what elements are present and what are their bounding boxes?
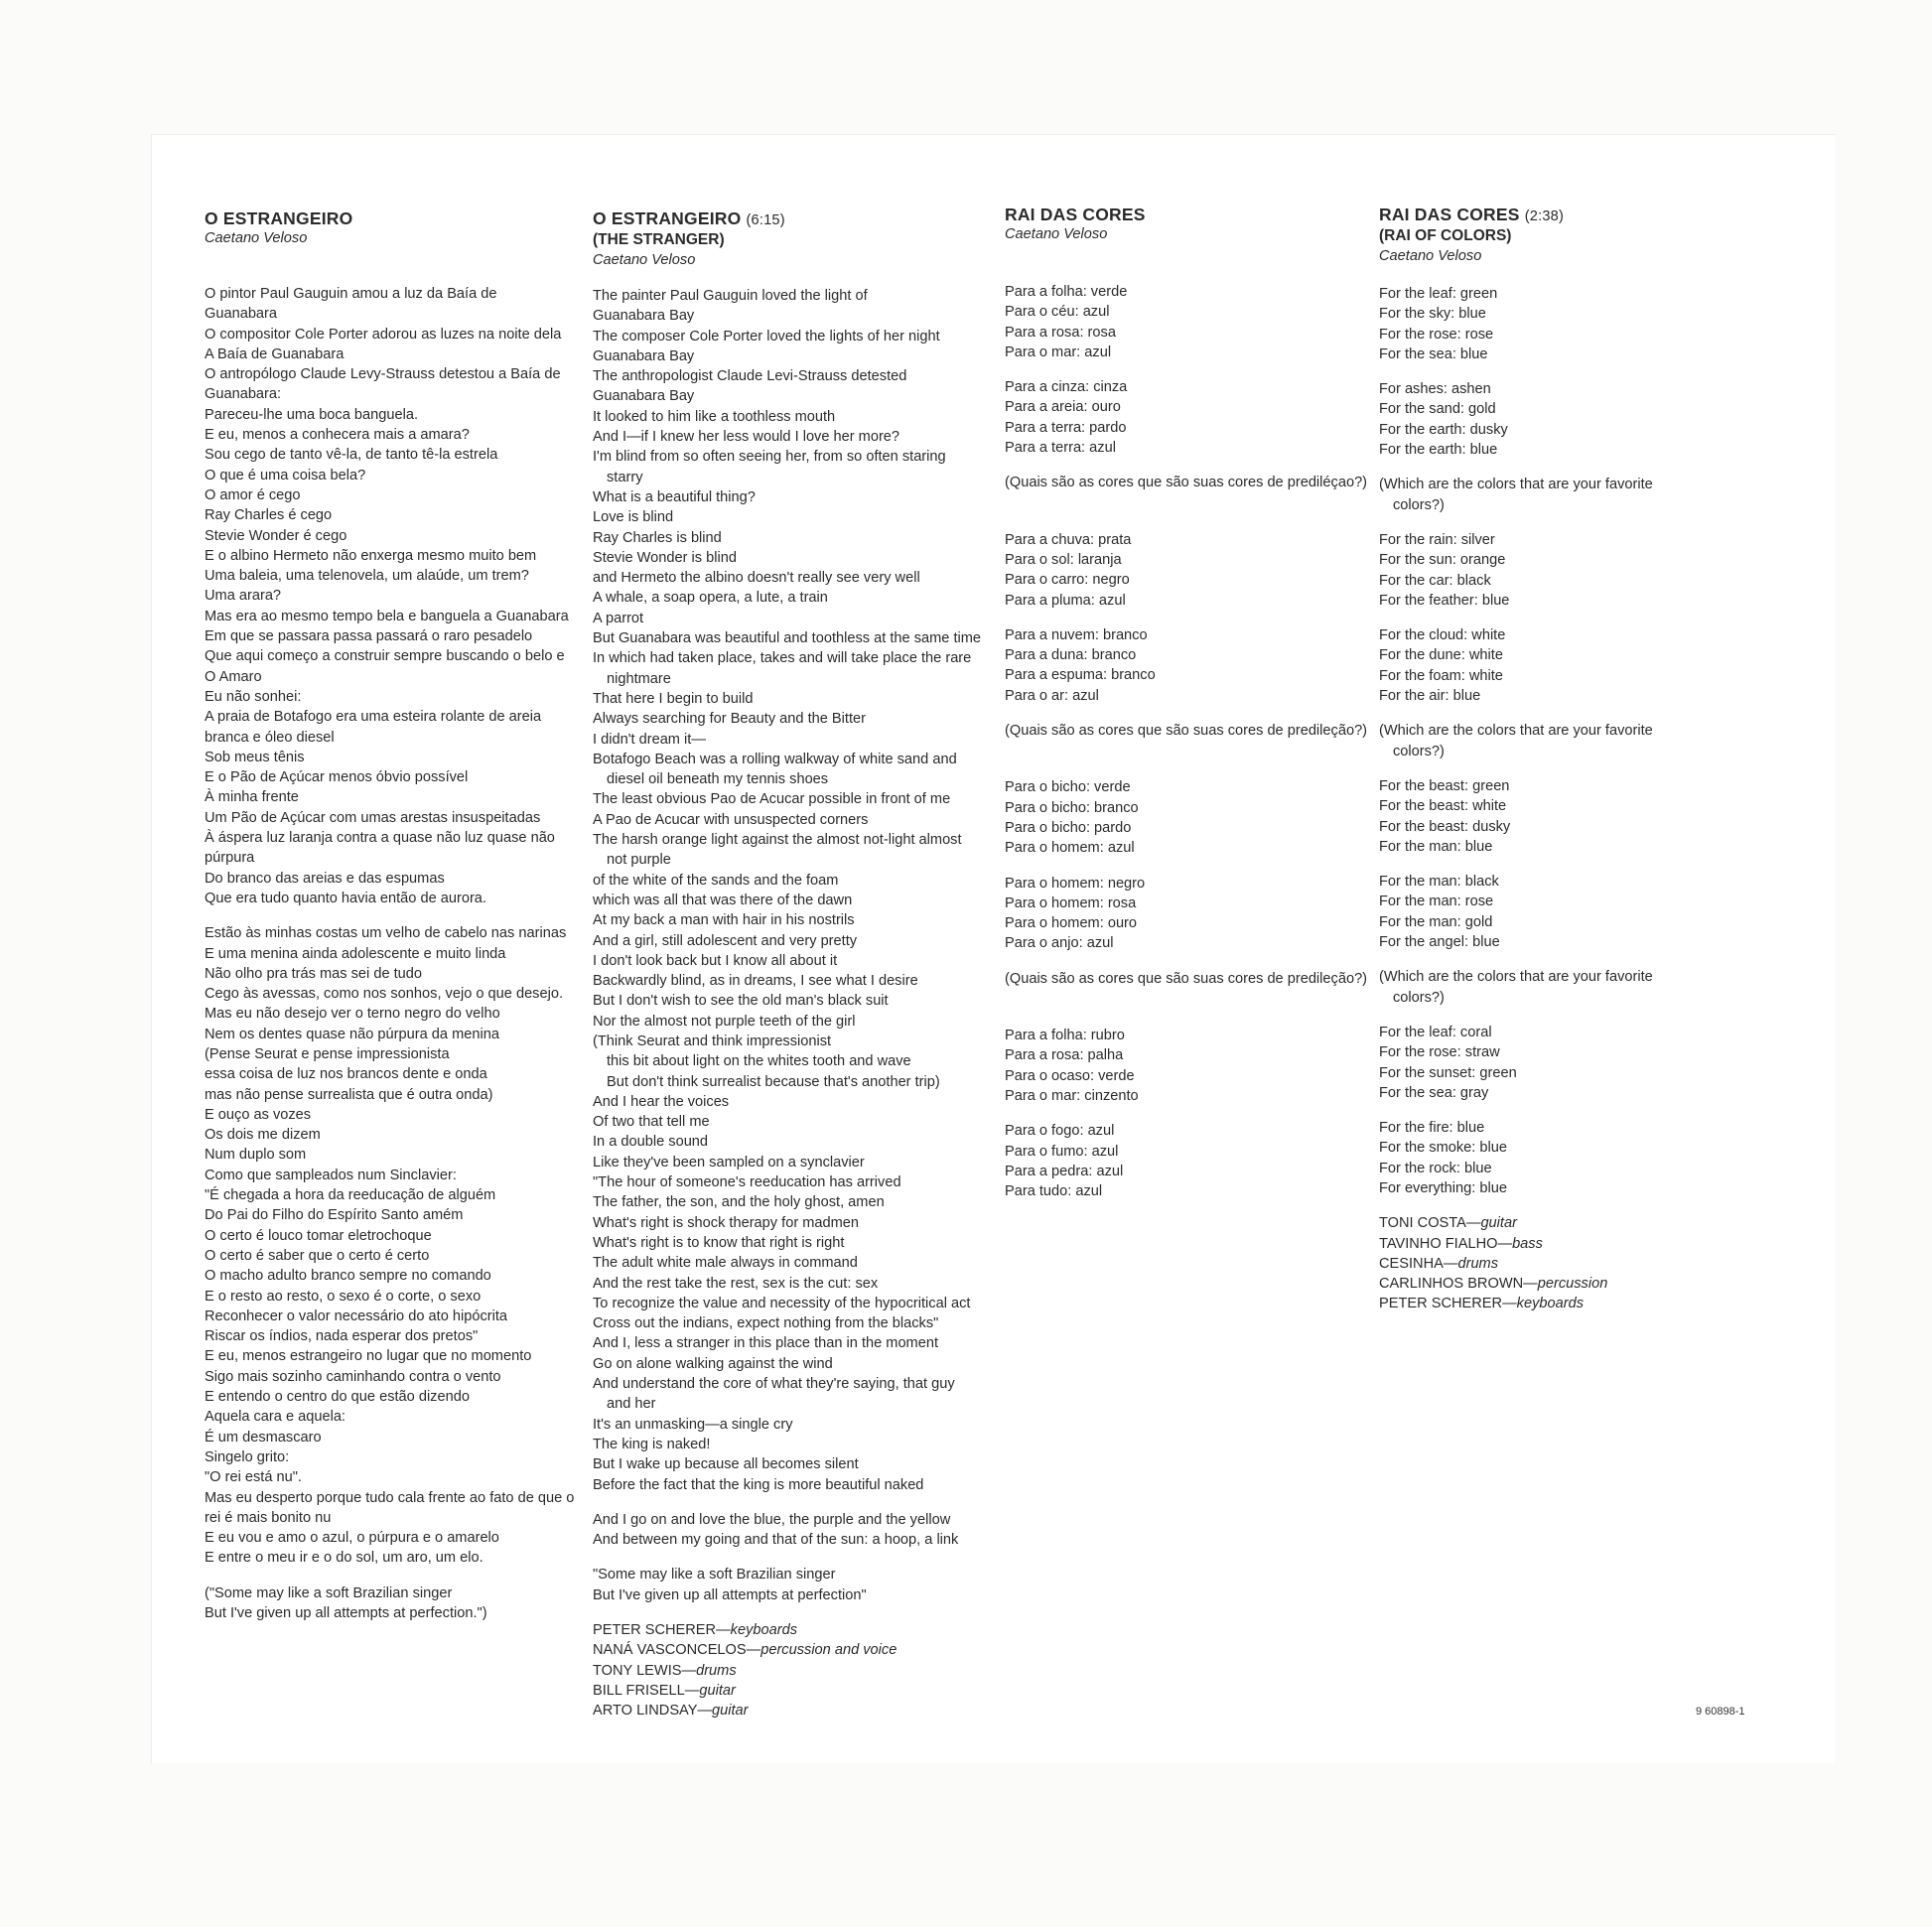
song-author: Caetano Veloso	[205, 230, 308, 246]
lyric-line: mas não pense surrealista que é outra onda)	[205, 1086, 493, 1103]
lyric-line: Singelo grito:	[205, 1448, 290, 1465]
credit-row	[593, 1701, 1010, 1721]
lyric-line: The least obvious Pao de Acucar possible in front of me	[593, 791, 951, 808]
song-subtitle: (RAI OF COLORS)	[1379, 227, 1512, 244]
lyric-line: Para tudo: azul	[1005, 1183, 1103, 1200]
lyric-line: For the rain: silver	[1379, 531, 1495, 548]
lyrics-stanza	[1379, 1023, 1736, 1103]
credit-row	[593, 1681, 1010, 1701]
lyric-line: Guanabara Bay	[593, 308, 695, 325]
lyric-line: Para o bicho: pardo	[1005, 819, 1132, 836]
lyric-line: For the fire: blue	[1379, 1120, 1485, 1137]
lyric-line: Do branco das areias e das espumas	[205, 870, 445, 887]
lyric-line: Like they've been sampled on a synclavier	[593, 1154, 865, 1170]
lyric-line: (Quais são as cores que são suas cores de predileção?)	[1005, 970, 1368, 987]
musician-name: ARTO LINDSAY	[593, 1703, 698, 1720]
lyric-line: Guanabara Bay	[593, 347, 695, 364]
column-o-estrangeiro-portuguese	[205, 208, 587, 1638]
lyric-line: For the dune: white	[1379, 647, 1503, 664]
lyric-line: For the earth: dusky	[1379, 421, 1508, 438]
lyric-line: Para a folha: verde	[1005, 284, 1128, 300]
lyric-line: In which had taken place, takes and will take place the rare	[593, 650, 972, 667]
credit-row	[1379, 1213, 1736, 1233]
lyric-line: À minha frente	[205, 789, 299, 806]
lyric-line: E uma menina ainda adolescente e muito linda	[205, 945, 506, 962]
lyric-line: Para a pedra: azul	[1005, 1163, 1124, 1179]
credit-row	[1379, 1294, 1736, 1313]
lyric-line: Para a nuvem: branco	[1005, 626, 1148, 643]
lyric-line: (Which are the colors that are your favorite	[1379, 477, 1653, 493]
lyric-line: Riscar os índios, nada esperar dos pretos"	[205, 1328, 479, 1345]
lyric-line: For the beast: dusky	[1379, 818, 1511, 835]
lyric-line: O amor é cego	[205, 486, 301, 503]
lyric-line: For the leaf: coral	[1379, 1024, 1492, 1040]
lyric-line: Backwardly blind, as in dreams, I see what I desire	[593, 973, 918, 990]
musician-name: TONI COSTA	[1379, 1215, 1466, 1232]
lyric-line: Para a terra: azul	[1005, 440, 1116, 457]
lyric-line: Que era tudo quanto havia então de aurora.	[205, 890, 486, 906]
lyric-line: And a girl, still adolescent and very pretty	[593, 932, 858, 949]
catalog-number: 9 60898-1	[1696, 1706, 1745, 1718]
lyrics-stanza	[1005, 874, 1382, 954]
lyric-line: (Quais são as cores que são suas cores de predileção?)	[1005, 723, 1368, 740]
musician-role: —guitar	[697, 1703, 749, 1720]
lyric-line: Cego às avessas, como nos sonhos, vejo o que desejo.	[205, 986, 564, 1003]
lyric-line: The harsh orange light against the almost not-light almost	[593, 832, 962, 849]
musician-role: —percussion	[1523, 1276, 1608, 1293]
lyric-line: not purple	[607, 852, 671, 869]
lyric-line: Pareceu-lhe uma boca banguela.	[205, 406, 419, 423]
lyric-line: For the foam: white	[1379, 667, 1503, 684]
lyric-line: Guanabara	[205, 306, 278, 323]
song-author: Caetano Veloso	[1379, 248, 1482, 264]
lyric-line: For the leaf: green	[1379, 286, 1498, 302]
refrain-question	[1005, 969, 1382, 989]
lyric-line: Para a rosa: rosa	[1005, 324, 1116, 341]
lyric-line: À áspera luz laranja contra a quase não luz quase não	[205, 830, 555, 847]
lyric-line: But I've given up all attempts at perfection"	[593, 1586, 867, 1603]
lyric-line: For the sand: gold	[1379, 401, 1496, 418]
lyric-line: Stevie Wonder is blind	[593, 549, 737, 566]
lyric-line: For the cloud: white	[1379, 627, 1506, 644]
credit-row	[1379, 1234, 1736, 1254]
song-title: O ESTRANGEIRO	[205, 208, 353, 228]
lyric-line: Stevie Wonder é cego	[205, 527, 347, 544]
lyric-line: Always searching for Beauty and the Bitter	[593, 711, 866, 728]
lyric-line: Para o bicho: branco	[1005, 799, 1139, 816]
lyric-line: For the sky: blue	[1379, 306, 1486, 323]
lyric-line: But don't think surrealist because that's another trip)	[607, 1073, 940, 1090]
lyric-line: "O rei está nu".	[205, 1469, 302, 1486]
lyric-line: A parrot	[593, 610, 644, 626]
lyric-line: What is a beautiful thing?	[593, 488, 756, 505]
lyric-line: But I don't wish to see the old man's black suit	[593, 993, 889, 1010]
lyrics-stanza	[593, 1565, 1010, 1605]
lyric-line: E eu, menos a conhecera mais a amara?	[205, 427, 470, 444]
lyric-line: For the rose: rose	[1379, 326, 1494, 343]
lyric-line: O que é uma coisa bela?	[205, 467, 366, 483]
lyric-line: Para o homem: ouro	[1005, 915, 1138, 932]
musician-role: —guitar	[1465, 1215, 1517, 1232]
lyric-line: For ashes: ashen	[1379, 381, 1491, 398]
lyric-line: A praia de Botafogo era uma esteira rolante de areia	[205, 709, 542, 726]
lyric-line: (Which are the colors that are your favorite	[1379, 969, 1653, 986]
column-rai-das-cores-portuguese	[1005, 205, 1382, 1216]
lyric-line: "É chegada a hora da reeducação de alguém	[205, 1187, 496, 1204]
lyric-line: E entre o meu ir e o do sol, um aro, um elo.	[205, 1550, 483, 1567]
lyrics-stanza	[593, 286, 1010, 1495]
musician-name: TONY LEWIS	[593, 1662, 682, 1679]
lyric-line: Os dois me dizem	[205, 1127, 321, 1144]
lyric-line: I don't look back but I know all about it	[593, 952, 838, 969]
lyric-line: Sou cego de tanto vê-la, de tanto tê-la estrela	[205, 447, 498, 464]
lyric-line: Para o céu: azul	[1005, 304, 1110, 321]
lyric-line: Não olho pra trás mas sei de tudo	[205, 965, 423, 982]
lyrics-stanza	[593, 1510, 1010, 1551]
lyric-line: E o resto ao resto, o sexo é o corte, o sexo	[205, 1288, 482, 1305]
musician-name: CARLINHOS BROWN	[1379, 1276, 1524, 1293]
lyric-line: E ouço as vozes	[205, 1106, 312, 1123]
lyric-line: E o albino Hermeto não enxerga mesmo muito bem	[205, 547, 537, 564]
lyric-line: Para a espuma: branco	[1005, 667, 1156, 684]
musician-role: —percussion and voice	[746, 1642, 897, 1659]
lyric-line: Para o mar: cinzento	[1005, 1087, 1139, 1104]
lyric-line: It's an unmasking—a single cry	[593, 1416, 793, 1433]
lyric-line: For the earth: blue	[1379, 442, 1498, 459]
lyric-line: The adult white male always in command	[593, 1255, 858, 1272]
lyric-line: púrpura	[205, 850, 255, 867]
lyrics-stanza	[205, 284, 587, 908]
lyric-line: For the man: gold	[1379, 913, 1493, 930]
lyrics-stanza	[1379, 379, 1736, 460]
lyric-line: Aquela cara e aquela:	[205, 1409, 345, 1426]
lyric-line: O antropólogo Claude Levy-Strauss detestou a Baía de	[205, 366, 561, 383]
musician-name: CESINHA	[1379, 1255, 1444, 1272]
lyrics-stanza	[1005, 777, 1382, 858]
lyrics-stanza	[1005, 1026, 1382, 1106]
lyric-line: For the man: blue	[1379, 838, 1493, 855]
lyric-line: And I, less a stranger in this place than in the moment	[593, 1335, 939, 1352]
lyric-line: Para a terra: pardo	[1005, 419, 1127, 436]
lyric-line: Para o homem: rosa	[1005, 895, 1137, 911]
lyric-line: But I've given up all attempts at perfection.")	[205, 1605, 487, 1621]
lyric-line: colors?)	[1393, 496, 1445, 513]
musician-name: NANÁ VASCONCELOS	[593, 1642, 747, 1659]
lyrics-stanza	[1005, 377, 1382, 458]
lyric-line: Num duplo som	[205, 1147, 307, 1164]
musician-name: PETER SCHERER	[1379, 1296, 1503, 1312]
musician-name: PETER SCHERER	[593, 1622, 717, 1638]
lyric-line: Para o ar: azul	[1005, 687, 1099, 704]
lyric-line: The anthropologist Claude Levi-Strauss detested	[593, 368, 907, 385]
lyric-line: The king is naked!	[593, 1436, 711, 1452]
lyric-line: O certo é louco tomar eletrochoque	[205, 1227, 432, 1244]
lyric-line: For the man: rose	[1379, 894, 1494, 910]
lyric-line: Uma baleia, uma telenovela, um alaúde, um trem?	[205, 568, 529, 585]
credit-row	[1379, 1254, 1736, 1274]
lyric-line: What's right is shock therapy for madmen	[593, 1214, 860, 1231]
lyric-line: Nem os dentes quase não púrpura da menina	[205, 1026, 499, 1042]
lyric-line: nightmare	[607, 670, 671, 687]
lyric-line: Of two that tell me	[593, 1114, 710, 1131]
lyric-line: Mas eu não desejo ver o terno negro do velho	[205, 1006, 500, 1023]
lyric-line: Botafogo Beach was a rolling walkway of white sand and	[593, 751, 957, 767]
lyric-line: Go on alone walking against the wind	[593, 1355, 833, 1372]
lyric-line: A whale, a soap opera, a lute, a train	[593, 590, 828, 607]
lyric-line: Guanabara Bay	[593, 388, 695, 405]
lyric-line: And I go on and love the blue, the purple and the yellow	[593, 1511, 951, 1528]
lyric-line: For everything: blue	[1379, 1179, 1507, 1196]
lyric-line: colors?)	[1393, 743, 1445, 759]
lyric-line: Para o mar: azul	[1005, 344, 1112, 360]
musician-credits	[1379, 1213, 1736, 1313]
lyrics-stanza	[205, 1583, 587, 1624]
lyric-line: In a double sound	[593, 1134, 709, 1151]
lyric-line: Para a chuva: prata	[1005, 531, 1132, 548]
lyric-line: Sigo mais sozinho caminhando contra o vento	[205, 1368, 501, 1385]
lyric-line: this bit about light on the whites tooth and wave	[607, 1053, 911, 1070]
song-title: RAI DAS CORES	[1005, 205, 1146, 224]
lyric-line: Para o fogo: azul	[1005, 1123, 1115, 1140]
lyric-line: Em que se passara passa passará o raro pesadelo	[205, 628, 533, 645]
lyric-line: The composer Cole Porter loved the lights of her night	[593, 328, 940, 344]
lyric-line: (Think Seurat and think impressionist	[593, 1032, 832, 1049]
lyric-line: Para o homem: azul	[1005, 840, 1135, 857]
song-title	[1379, 205, 1736, 226]
lyric-line: Como que sampleados num Sinclavier:	[205, 1167, 457, 1183]
lyric-line: Eu não sonhei:	[205, 688, 302, 705]
lyric-line: Para a folha: rubro	[1005, 1028, 1125, 1044]
lyric-line: It looked to him like a toothless mouth	[593, 408, 836, 425]
lyric-line: For the rose: straw	[1379, 1044, 1500, 1061]
musician-role: —bass	[1497, 1235, 1543, 1252]
song-title	[593, 208, 1010, 230]
lyric-line: For the sun: orange	[1379, 552, 1506, 569]
lyric-line: And the rest take the rest, sex is the cut: sex	[593, 1275, 879, 1292]
lyric-line: For the beast: white	[1379, 798, 1507, 815]
column-o-estrangeiro-english	[593, 208, 1010, 1721]
credit-row	[1379, 1274, 1736, 1294]
refrain-question	[1379, 475, 1736, 515]
lyric-line: O macho adulto branco sempre no comando	[205, 1268, 491, 1285]
lyric-line: Para o bicho: verde	[1005, 779, 1131, 796]
lyric-line: rei é mais bonito nu	[205, 1509, 332, 1526]
lyric-line: O certo é saber que o certo é certo	[205, 1247, 430, 1264]
lyrics-stanza	[1379, 284, 1736, 364]
lyric-line: I'm blind from so often seeing her, from so often staring	[593, 449, 946, 466]
lyric-line: I didn't dream it—	[593, 731, 706, 748]
song-duration: (6:15)	[746, 212, 785, 228]
lyric-line: The painter Paul Gauguin loved the light of	[593, 288, 868, 304]
lyric-line: ("Some may like a soft Brazilian singer	[205, 1584, 453, 1601]
song-title-text: O ESTRANGEIRO	[593, 208, 742, 228]
musician-role: —keyboards	[716, 1622, 798, 1638]
lyric-line: The father, the son, and the holy ghost, amen	[593, 1194, 885, 1211]
lyric-line: starry	[607, 469, 643, 485]
lyric-line: O Amaro	[205, 668, 262, 685]
lyric-line: Para a cinza: cinza	[1005, 379, 1128, 396]
lyric-line: E entendo o centro do que estão dizendo	[205, 1389, 470, 1406]
refrain-question	[1005, 473, 1382, 492]
lyrics-stanza	[1379, 872, 1736, 952]
lyric-line: For the feather: blue	[1379, 592, 1510, 609]
lyric-line: diesel oil beneath my tennis shoes	[607, 771, 829, 788]
lyrics-stanza	[1379, 776, 1736, 857]
musician-role: —guitar	[684, 1682, 736, 1699]
lyric-line: Mas era ao mesmo tempo bela e banguela a Guanabara	[205, 608, 569, 624]
lyric-line: And I—if I knew her less would I love her more?	[593, 429, 900, 446]
lyric-line: A Pao de Acucar with unsuspected corners	[593, 811, 869, 828]
lyric-line: And between my going and that of the sun: a hoop, a link	[593, 1532, 959, 1549]
column-rai-das-cores-english	[1379, 205, 1736, 1314]
refrain-question	[1379, 721, 1736, 761]
lyric-line: Nor the almost not purple teeth of the girl	[593, 1013, 856, 1030]
lyric-line: Para a duna: branco	[1005, 647, 1137, 664]
lyric-line: E eu, menos estrangeiro no lugar que no momento	[205, 1348, 532, 1365]
lyric-line: which was all that was there of the dawn	[593, 892, 853, 908]
lyric-line: For the man: black	[1379, 874, 1499, 891]
lyric-line: What's right is to know that right is right	[593, 1234, 845, 1251]
lyric-line: Para a rosa: palha	[1005, 1047, 1124, 1064]
lyric-line: For the rock: blue	[1379, 1160, 1492, 1176]
lyric-line: (Pense Seurat e pense impressionista	[205, 1045, 450, 1062]
lyric-line: "Some may like a soft Brazilian singer	[593, 1567, 836, 1583]
lyrics-stanza	[1379, 625, 1736, 706]
lyric-line: For the smoke: blue	[1379, 1140, 1507, 1157]
lyric-line: branca e óleo diesel	[205, 729, 335, 746]
musician-role: —drums	[681, 1662, 737, 1679]
lyric-line: Para o ocaso: verde	[1005, 1067, 1135, 1084]
lyrics-stanza	[1379, 530, 1736, 611]
lyric-line: "The hour of someone's reeducation has arrived	[593, 1174, 901, 1191]
song-subtitle: (THE STRANGER)	[593, 231, 725, 248]
lyric-line: A Baía de Guanabara	[205, 345, 345, 362]
lyric-line: Ray Charles is blind	[593, 529, 722, 546]
lyric-line: For the car: black	[1379, 572, 1491, 589]
lyric-line: At my back a man with hair in his nostrils	[593, 912, 855, 929]
lyric-line: E o Pão de Açúcar menos óbvio possível	[205, 769, 469, 786]
song-author: Caetano Veloso	[593, 252, 696, 268]
lyric-line: colors?)	[1393, 989, 1445, 1006]
lyric-line: But Guanabara was beautiful and toothless at the same time	[593, 630, 982, 647]
lyric-line: É um desmascaro	[205, 1429, 322, 1445]
credit-row	[593, 1661, 1010, 1681]
lyric-line: For the air: blue	[1379, 688, 1481, 705]
lyric-line: Que aqui começo a construir sempre buscando o belo e	[205, 648, 565, 665]
lyrics-stanza	[205, 923, 587, 1569]
lyric-line: Para a areia: ouro	[1005, 399, 1121, 416]
lyric-line: (Which are the colors that are your favorite	[1379, 723, 1653, 740]
lyric-line: For the sea: gray	[1379, 1084, 1489, 1101]
lyric-line: Estão às minhas costas um velho de cabelo nas narinas	[205, 925, 567, 942]
lyric-line: And I hear the voices	[593, 1093, 730, 1110]
lyric-line: That here I begin to build	[593, 690, 754, 707]
lyric-line: Para o homem: negro	[1005, 875, 1146, 892]
lyric-line: But I wake up because all becomes silent	[593, 1456, 859, 1473]
lyric-line: Um Pão de Açúcar com umas arestas insuspeitadas	[205, 809, 541, 826]
lyric-line: Cross out the indians, expect nothing from the blacks"	[593, 1315, 939, 1332]
lyrics-stanza	[1005, 1121, 1382, 1201]
lyric-line: Para o carro: negro	[1005, 572, 1130, 589]
lyric-line: Before the fact that the king is more beautiful naked	[593, 1476, 924, 1493]
song-duration: (2:38)	[1524, 208, 1565, 224]
lyric-line: (Quais são as cores que são suas cores de prediléçao?)	[1005, 475, 1368, 491]
lyric-line: E eu vou e amo o azul, o púrpura e o amarelo	[205, 1530, 499, 1547]
lyric-line: Para o sol: laranja	[1005, 551, 1122, 568]
lyric-line: O pintor Paul Gauguin amou a luz da Baía de	[205, 286, 497, 302]
lyric-line: Mas eu desperto porque tudo cala frente ao fato de que o	[205, 1489, 575, 1506]
refrain-question	[1379, 967, 1736, 1008]
credit-row	[593, 1640, 1010, 1660]
lyric-line: For the sunset: green	[1379, 1064, 1517, 1081]
lyric-line: Para o anjo: azul	[1005, 935, 1114, 952]
lyrics-stanza	[1005, 625, 1382, 706]
musician-credits	[593, 1620, 1010, 1721]
lyric-line: Sob meus tênis	[205, 749, 305, 765]
lyric-line: For the sea: blue	[1379, 345, 1488, 362]
lyric-line: And understand the core of what they're saying, that guy	[593, 1376, 955, 1393]
lyric-line: For the angel: blue	[1379, 934, 1500, 951]
lyric-line: To recognize the value and necessity of the hypocritical act	[593, 1295, 971, 1311]
lyric-line: and Hermeto the albino doesn't really see very well	[593, 570, 920, 587]
musician-name: BILL FRISELL	[593, 1682, 685, 1699]
lyric-line: Guanabara:	[205, 386, 282, 403]
song-author: Caetano Veloso	[1005, 226, 1108, 242]
musician-role: —keyboards	[1502, 1296, 1585, 1312]
lyric-line: essa coisa de luz nos brancos dente e onda	[205, 1066, 487, 1083]
lyric-line: of the white of the sands and the foam	[593, 872, 839, 889]
lyric-line: Ray Charles é cego	[205, 507, 333, 524]
lyric-line: Para a pluma: azul	[1005, 592, 1126, 609]
musician-name: TAVINHO FIALHO	[1379, 1235, 1498, 1252]
lyric-line: For the beast: green	[1379, 777, 1510, 794]
lyric-line: Para o fumo: azul	[1005, 1143, 1119, 1160]
lyrics-stanza	[1005, 530, 1382, 611]
musician-role: —drums	[1443, 1255, 1499, 1272]
lyric-line: and her	[607, 1396, 656, 1413]
lyric-line: O compositor Cole Porter adorou as luzes na noite dela	[205, 326, 562, 343]
lyric-line: Love is blind	[593, 509, 674, 526]
lyrics-stanza	[1379, 1118, 1736, 1198]
lyrics-stanza	[1005, 282, 1382, 362]
credit-row	[593, 1620, 1010, 1640]
song-title-text: RAI DAS CORES	[1379, 205, 1520, 224]
lyric-line: Uma arara?	[205, 588, 282, 605]
lyric-line: Do Pai do Filho do Espírito Santo amém	[205, 1207, 464, 1224]
refrain-question	[1005, 721, 1382, 741]
lyric-line: Reconhecer o valor necessário do ato hipócrita	[205, 1308, 508, 1324]
